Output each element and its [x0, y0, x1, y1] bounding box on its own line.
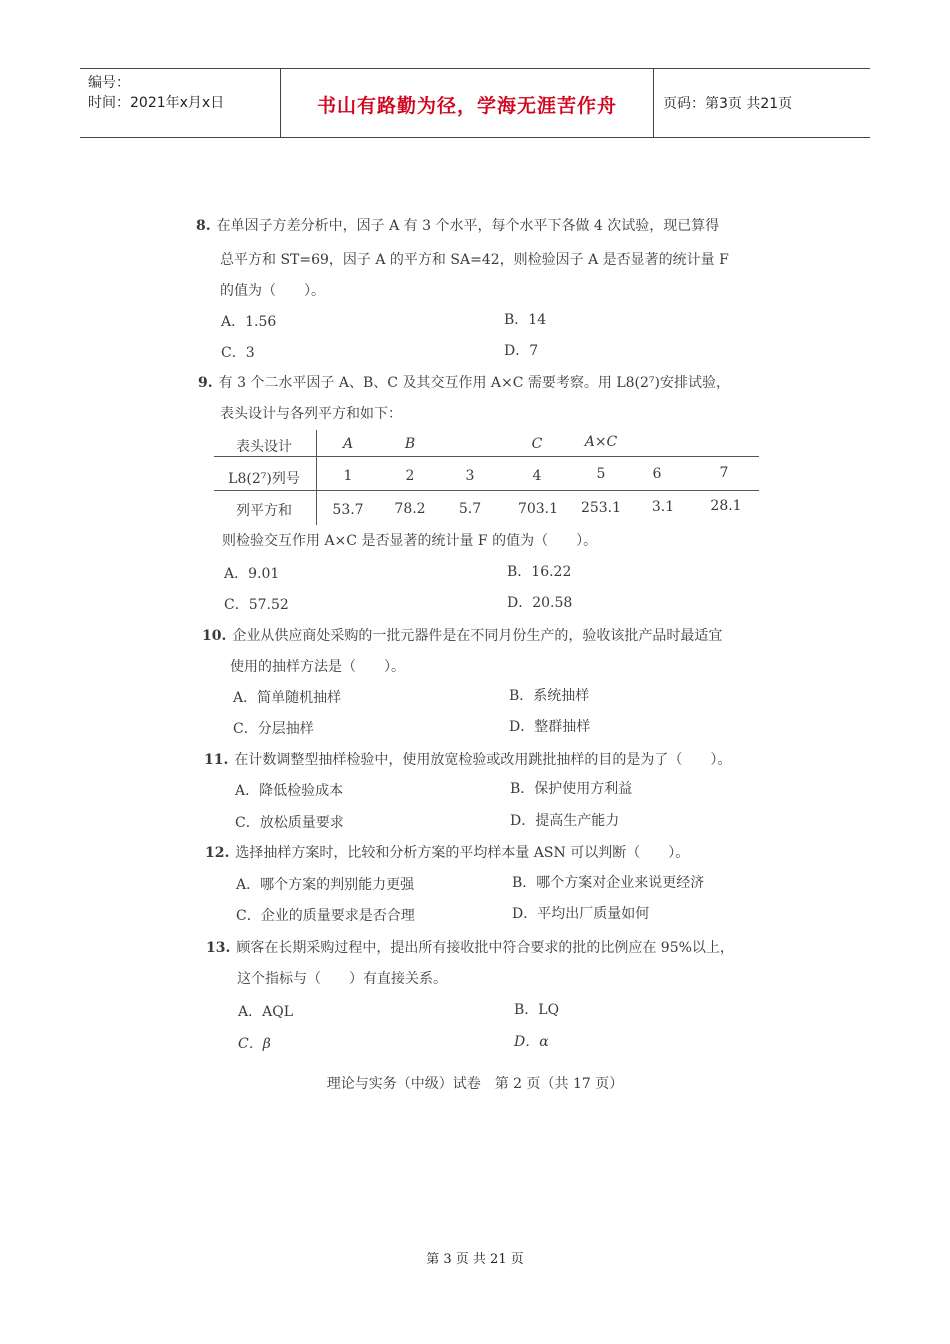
option-b: B．系统抽样 [509, 688, 590, 704]
question-text: 有 3 个二水平因子 A、B、C 及其交互作用 A×C 需要考察。用 L8(2⁷)安排试验， [218, 375, 730, 391]
option-d: D．整群抽样 [509, 719, 591, 735]
time-label: 时间：2021年x月x日 [88, 95, 225, 111]
question-number: 11. [204, 752, 229, 768]
option-a: A．简单随机抽样 [233, 690, 342, 706]
column-number: 3 [465, 468, 475, 484]
question-11-line1 [204, 750, 731, 770]
column-sum: 703.1 [517, 501, 559, 517]
column-number: 2 [405, 468, 415, 484]
column-number: 6 [652, 466, 662, 482]
column-sum: 78.2 [394, 501, 426, 517]
question-8-line2: 总平方和 ST=69，因子 A 的平方和 SA=42，则检验因子 A 是否显著的统计量 F [220, 252, 729, 268]
design-cell: A [342, 436, 354, 452]
question-number: 12. [205, 845, 230, 861]
question-text: 顾客在长期采购过程中，提出所有接收批中符合要求的批的比例应在 95%以上， [236, 940, 734, 956]
option-b: B．14 [504, 312, 547, 328]
option-a: A．AQL [238, 1004, 293, 1020]
question-number: 9. [198, 375, 213, 391]
number-label: 编号： [88, 75, 130, 91]
option-a: A．哪个方案的判别能力更强 [236, 877, 415, 893]
option-c: C．3 [221, 345, 255, 361]
question-number: 8. [196, 218, 211, 234]
header-page-info: 页码：第3页 共21页 [663, 96, 793, 112]
option-a: A．降低检验成本 [235, 783, 344, 799]
header-motto: 书山有路勤为径，学海无涯苦作舟 [316, 95, 617, 117]
option-c: C．分层抽样 [233, 721, 314, 737]
question-10-line1 [202, 626, 722, 646]
option-a: A．1.56 [221, 314, 277, 330]
row-label: L8(2⁷)列号 [228, 471, 300, 487]
column-number: 5 [596, 466, 606, 482]
column-number: 1 [343, 468, 353, 484]
question-13-line2: 这个指标与（ ）有直接关系。 [237, 971, 447, 987]
question-9-line2: 表头设计与各列平方和如下： [220, 406, 402, 422]
column-sum: 5.7 [458, 501, 482, 517]
question-8-line3: 的值为（ ）。 [220, 283, 325, 299]
column-sum: 28.1 [710, 498, 742, 514]
column-sum: 53.7 [332, 502, 364, 518]
table-rule [316, 430, 317, 525]
column-sum: 253.1 [580, 500, 622, 516]
question-9-line3: 则检验交互作用 A×C 是否显著的统计量 F 的值为（ ）。 [222, 533, 598, 549]
option-b: B．哪个方案对企业来说更经济 [512, 875, 705, 891]
design-cell: A×C [584, 434, 618, 450]
option-d: D．20.58 [507, 595, 573, 611]
option-c: C．企业的质量要求是否合理 [236, 908, 415, 924]
question-12-line1 [205, 843, 689, 863]
option-d: D．7 [504, 343, 539, 359]
design-cell: B [404, 436, 416, 452]
option-c: C．放松质量要求 [235, 815, 344, 831]
design-table [214, 430, 759, 525]
question-text: 选择抽样方案时，比较和分析方案的平均样本量 ASN 可以判断（ ）。 [235, 845, 690, 861]
scan-footer: 理论与实务（中级）试卷 第 2 页（共 17 页） [326, 1076, 624, 1092]
option-d: D．α [514, 1034, 549, 1050]
option-b: B．16.22 [507, 564, 572, 580]
question-13-line1 [206, 938, 734, 958]
option-a: A．9.01 [224, 566, 280, 582]
table-rule [214, 490, 759, 491]
question-text: 企业从供应商处采购的一批元器件是在不同月份生产的，验收该批产品时最适宜 [232, 628, 723, 644]
question-8-line1 [196, 216, 719, 236]
question-9-line1 [198, 373, 730, 393]
option-c: C．57.52 [224, 597, 289, 613]
question-10-line2: 使用的抽样方法是（ ）。 [230, 659, 405, 675]
design-cell: C [531, 436, 543, 452]
row-label: 表头设计 [236, 439, 292, 455]
column-number: 7 [719, 465, 729, 481]
option-d: D．提高生产能力 [510, 813, 620, 829]
table-rule [214, 456, 759, 457]
row-label: 列平方和 [236, 503, 292, 519]
page-footer: 第 3 页 共 21 页 [426, 1252, 524, 1267]
option-b: B．保护使用方利益 [510, 781, 633, 797]
option-c: C．β [238, 1036, 271, 1052]
question-number: 13. [206, 940, 231, 956]
question-text: 在单因子方差分析中，因子 A 有 3 个水平，每个水平下各做 4 次试验，现已算得 [216, 218, 720, 234]
option-b: B．LQ [514, 1002, 560, 1018]
question-text: 在计数调整型抽样检验中，使用放宽检验或改用跳批抽样的目的是为了（ ）。 [234, 752, 732, 768]
option-d: D．平均出厂质量如何 [512, 906, 650, 922]
question-number: 10. [202, 628, 227, 644]
column-sum: 3.1 [651, 499, 675, 515]
column-number: 4 [532, 468, 542, 484]
